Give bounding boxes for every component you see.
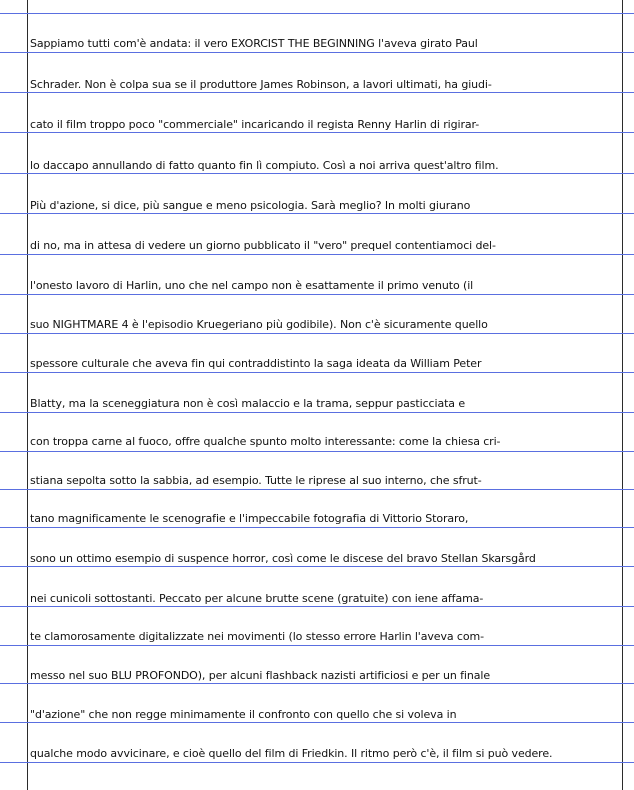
text-line-8: suo NIGHTMARE 4 è l'episodio Kruegeriano più godibile). Non c'è sicuramente quello — [30, 318, 488, 331]
text-line-3: cato il film troppo poco "commerciale" incaricando il regista Renny Harlin di rigirar- — [30, 118, 480, 131]
ruled-line — [0, 606, 634, 607]
text-line-13: tano magnificamente le scenografie e l'impeccabile fotografia di Vittorio Storaro, — [30, 512, 469, 525]
text-line-5: Più d'azione, si dice, più sangue e meno psicologia. Sarà meglio? In molti giurano — [30, 199, 471, 212]
text-line-12: stiana sepolta sotto la sabbia, ad esempio. Tutte le riprese al suo interno, che sfrut- — [30, 474, 482, 487]
ruled-line — [0, 372, 634, 373]
ruled-line — [0, 333, 634, 334]
text-line-6: di no, ma in attesa di vedere un giorno pubblicato il "vero" prequel contentiamoci del- — [30, 239, 496, 252]
ruled-line — [0, 173, 634, 174]
ruled-line — [0, 722, 634, 723]
text-line-19: qualche modo avvicinare, e cioè quello del film di Friedkin. Il ritmo però c'è, il film si può vedere. — [30, 747, 553, 760]
ruled-line — [0, 489, 634, 490]
text-line-10: Blatty, ma la sceneggiatura non è così malaccio e la trama, seppur pasticciata e — [30, 397, 466, 410]
ruled-line — [0, 645, 634, 646]
ruled-line — [0, 527, 634, 528]
ruled-line — [0, 412, 634, 413]
ruled-line — [0, 762, 634, 763]
left-margin-line — [27, 0, 28, 790]
text-line-16: te clamorosamente digitalizzate nei movimenti (lo stesso errore Harlin l'aveva com- — [30, 630, 484, 643]
text-line-14: sono un ottimo esempio di suspence horror, così come le discese del bravo Stellan Skarsgård — [30, 552, 536, 565]
text-line-1: Sappiamo tutti com'è andata: il vero EXORCIST THE BEGINNING l'aveva girato Paul — [30, 37, 478, 50]
ruled-line — [0, 52, 634, 53]
text-line-18: "d'azione" che non regge minimamente il confronto con quello che si voleva in — [30, 708, 457, 721]
ruled-line — [0, 13, 634, 14]
ruled-line — [0, 92, 634, 93]
text-line-11: con troppa carne al fuoco, offre qualche spunto molto interessante: come la chiesa cri- — [30, 435, 501, 448]
ruled-line — [0, 566, 634, 567]
text-line-4: lo daccapo annullando di fatto quanto fin lì compiuto. Così a noi arriva quest'altro film. — [30, 159, 499, 172]
text-line-9: spessore culturale che aveva fin qui contraddistinto la saga ideata da William Peter — [30, 357, 482, 370]
text-line-2: Schrader. Non è colpa sua se il produttore James Robinson, a lavori ultimati, ha giudi- — [30, 78, 492, 91]
ruled-line — [0, 254, 634, 255]
ruled-line — [0, 451, 634, 452]
ruled-line — [0, 132, 634, 133]
text-line-15: nei cunicoli sottostanti. Peccato per alcune brutte scene (gratuite) con iene affama- — [30, 592, 484, 605]
ruled-line — [0, 683, 634, 684]
right-margin-line — [622, 0, 623, 790]
text-line-7: l'onesto lavoro di Harlin, uno che nel campo non è esattamente il primo venuto (il — [30, 279, 474, 292]
text-line-17: messo nel suo BLU PROFONDO), per alcuni flashback nazisti artificiosi e per un finale — [30, 669, 491, 682]
ruled-line — [0, 213, 634, 214]
ruled-line — [0, 294, 634, 295]
